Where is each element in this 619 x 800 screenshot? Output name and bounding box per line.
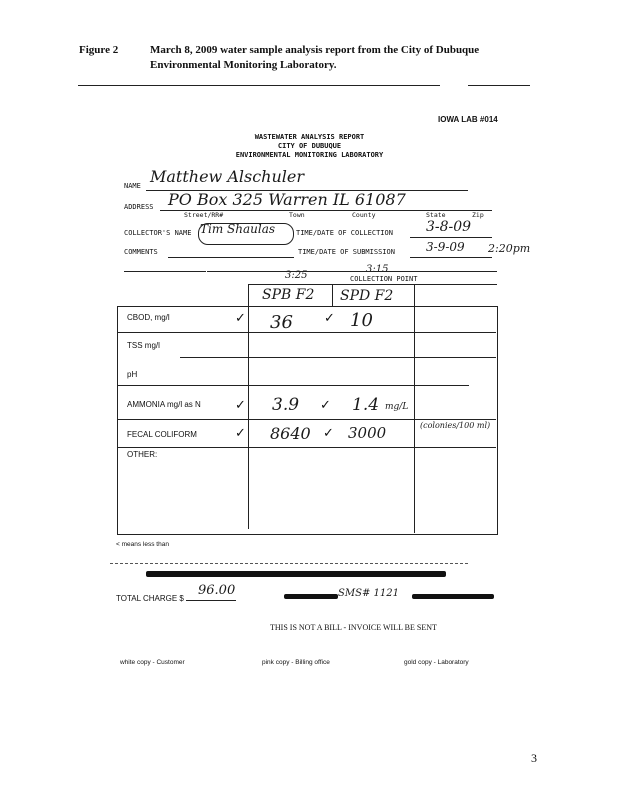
cbod-val1-underline <box>262 332 412 333</box>
comments-label: COMMENTS <box>124 248 158 256</box>
row-rule-5 <box>117 447 496 448</box>
row-coliform-unit: (colonies/100 ml) <box>420 421 491 430</box>
row-rule-3 <box>117 385 469 386</box>
row-cbod-label: CBOD, mg/l <box>127 313 170 322</box>
less-than-note: < means less than <box>116 541 169 548</box>
figure-label: Figure 2 <box>79 44 119 56</box>
row-coliform-val2: 3000 <box>348 424 387 442</box>
check-icon: ✓ <box>235 425 246 440</box>
address-label: ADDRESS <box>124 203 154 211</box>
table-col-divider-3 <box>414 284 415 533</box>
row-cbod-val1: 36 <box>270 312 293 333</box>
copy-gold: gold copy - Laboratory <box>404 659 469 666</box>
caption-rule-left <box>78 85 440 86</box>
report-city: CITY OF DUBUQUE <box>277 142 342 150</box>
row-rule-2 <box>180 357 496 358</box>
collector-value: Tim Shaulas <box>200 222 276 236</box>
copy-pink: pink copy - Billing office <box>262 659 330 666</box>
table-col-divider-1 <box>248 284 249 529</box>
smsh-label: SMS# 1121 <box>338 588 399 599</box>
report-lab: ENVIRONMENTAL MONITORING LABORATORY <box>235 151 384 159</box>
collection-underline <box>410 237 492 238</box>
submission-underline <box>410 257 492 258</box>
row-coliform-label: FECAL COLIFORM <box>127 430 197 439</box>
redaction-bar <box>284 594 338 599</box>
total-charge-underline <box>186 600 236 601</box>
name-value: Matthew Alschuler <box>150 167 305 186</box>
addr-sub-state: State <box>426 211 446 219</box>
lab-id: IOWA LAB #014 <box>438 115 498 124</box>
row-ammonia-val2: 1.4 <box>352 395 380 415</box>
addr-sub-street: Street/RR# <box>184 211 224 219</box>
row-ammonia-label: AMMONIA mg/l as N <box>127 400 201 409</box>
row-coliform-val1: 8640 <box>270 424 311 443</box>
caption-rule-right <box>468 85 530 86</box>
header-rule <box>248 284 497 285</box>
page-number: 3 <box>531 751 537 765</box>
row-tss-label: TSS mg/l <box>127 341 160 350</box>
check-icon: ✓ <box>235 310 246 325</box>
table-col-divider-2 <box>332 284 333 306</box>
check-icon: ✓ <box>323 425 334 440</box>
col2-header: SPD F2 <box>340 288 394 304</box>
total-charge-value: 96.00 <box>198 583 236 598</box>
col1-time: 3:25 <box>285 270 308 281</box>
collection-point-label: COLLECTION POINT <box>350 275 418 283</box>
row-rule-4 <box>117 419 496 420</box>
check-icon: ✓ <box>324 310 335 325</box>
collection-date: 3-8-09 <box>426 219 472 235</box>
comments-underline <box>168 257 294 258</box>
col2-time: 3:15 <box>366 264 389 275</box>
row-cbod-val2: 10 <box>350 310 373 331</box>
redaction-bar <box>146 571 446 577</box>
footer-dashed-rule <box>110 563 468 564</box>
addr-sub-county: County <box>352 211 376 219</box>
collector-signature-loop <box>198 223 294 245</box>
row-other-label: OTHER: <box>127 450 158 459</box>
not-a-bill-notice: THIS IS NOT A BILL - INVOICE WILL BE SENT <box>270 623 437 632</box>
check-icon: ✓ <box>235 397 246 412</box>
total-charge-label: TOTAL CHARGE $ <box>116 594 184 603</box>
blank-line-left <box>124 271 206 272</box>
row-ammonia-val1: 3.9 <box>272 395 300 415</box>
collector-label: COLLECTOR'S NAME <box>124 229 192 237</box>
check-icon: ✓ <box>320 397 331 412</box>
copy-white: white copy - Customer <box>120 659 185 666</box>
addr-sub-town: Town <box>289 211 305 219</box>
submission-time: 2:20pm <box>488 242 531 255</box>
collection-time-label: TIME/DATE OF COLLECTION <box>296 229 393 237</box>
submission-date: 3-9-09 <box>426 240 465 254</box>
figure-caption-line1: March 8, 2009 water sample analysis report from the City of Dubuque <box>150 44 480 56</box>
row-ph-label: pH <box>127 370 138 379</box>
row-ammonia-unit: mg/L <box>385 402 409 412</box>
name-label: NAME <box>124 182 141 190</box>
col1-header: SPB F2 <box>262 287 315 303</box>
table-top-rule <box>207 271 497 272</box>
redaction-bar <box>412 594 494 599</box>
figure-caption-line2: Environmental Monitoring Laboratory. <box>150 59 337 71</box>
addr-sub-zip: Zip <box>472 211 484 219</box>
address-value: PO Box 325 Warren IL 61087 <box>168 190 406 209</box>
report-title: WASTEWATER ANALYSIS REPORT <box>254 133 365 141</box>
submission-time-label: TIME/DATE OF SUBMISSION <box>298 248 395 256</box>
